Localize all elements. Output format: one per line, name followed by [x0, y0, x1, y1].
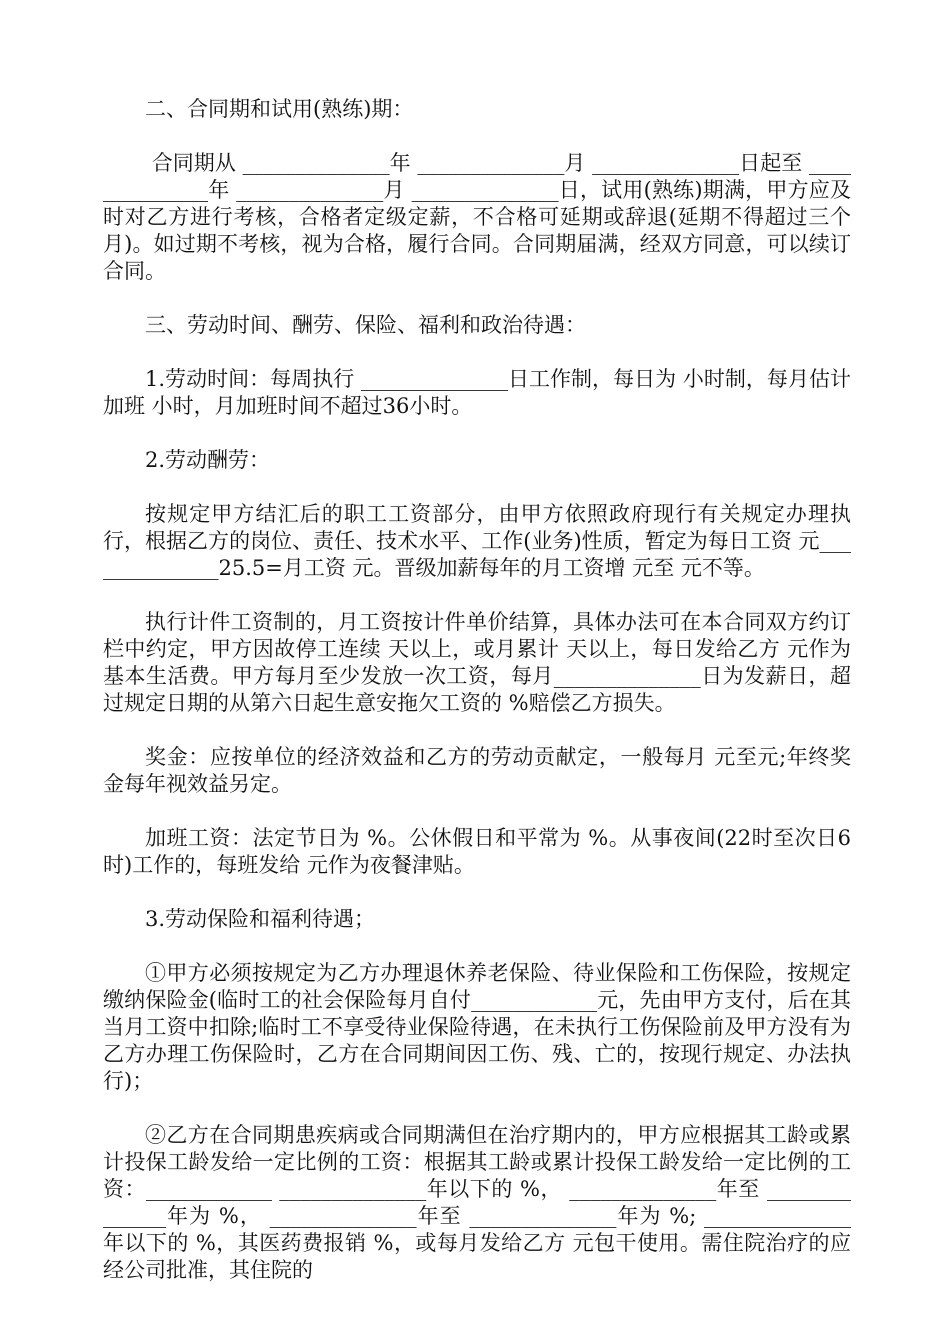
paragraph-insurance-item-1: ①甲方必须按规定为乙方办理退休养老保险、待业保险和工伤保险，按规定缴纳保险金(临时工的社会保险每月自付____________元，先由甲方支付，后在其当月工资中扣除;临时工不享受待业保险待遇，在未执行工伤保险前及甲方没有为乙方办理工伤保险时，乙方在合同期间因工伤、残、亡的，按现行规定、办法执行)；	[103, 961, 851, 1093]
subheading-remuneration: 2.劳动酬劳：	[145, 448, 271, 472]
paragraph-overtime-pay: 加班工资：法定节日为 %。公休假日和平常为 %。从事夜间(22时至次日6时)工作的，每班发给 元作为夜餐津贴。	[103, 826, 851, 877]
paragraph-contract-period: 合同期从 ______________年 ______________月 ______________日起至 ______________年 ______________月 ______________日，试用(熟练)期满，甲方应及时对乙方进行考核，合格者定级定薪，不合格可延期或辞退(延期不得超过三个月)。如过期不考核，视为合格，履行合同。合同期届满，经双方同意，可以续订合同。	[103, 151, 851, 283]
subheading-insurance-welfare: 3.劳动保险和福利待遇；	[145, 907, 376, 931]
paragraph-working-hours: 1.劳动时间：每周执行 ______________日工作制，每日为 小时制，每月估计加班 小时，月加班时间不超过36小时。	[103, 367, 851, 418]
section-heading-contract-period: 二、合同期和试用(熟练)期：	[145, 97, 414, 121]
paragraph-insurance-item-2: ②乙方在合同期患疾病或合同期满但在治疗期内的，甲方应根据其工龄或累计投保工龄发给一定比例的工资：根据其工龄或累计投保工龄发给一定比例的工资：____________ ______________年以下的 %， ______________年至 ______________年为 %， ______________年至 ______________年为 %; ______________年以下的 %，其医药费报销 %，或每月发给乙方 元包干使用。需住院治疗的应经公司批准，其住院的	[103, 1123, 851, 1282]
paragraph-wage-rules: 按规定甲方结汇后的职工工资部分，由甲方依照政府现行有关规定办理执行，根据乙方的岗位、责任、技术水平、工作(业务)性质，暂定为每日工资 元______________25.5=月工资 元。晋级加薪每年的月工资增 元至 元不等。	[103, 502, 851, 580]
paragraph-piece-rate: 执行计件工资制的，月工资按计件单价结算，具体办法可在本合同双方约订栏中约定，甲方因故停工连续 天以上，或月累计 天以上，每日发给乙方 元作为基本生活费。甲方每月至少发放一次工资，每月______________日为发薪日，超过规定日期的从第六日起生意安拖欠工资的 %赔偿乙方损失。	[103, 610, 851, 715]
document-page	[103, 96, 851, 1284]
section-heading-labor: 三、劳动时间、酬劳、保险、福利和政治待遇：	[145, 313, 586, 337]
paragraph-bonus: 奖金：应按单位的经济效益和乙方的劳动贡献定，一般每月 元至元;年终奖金每年视效益另定。	[103, 745, 851, 796]
